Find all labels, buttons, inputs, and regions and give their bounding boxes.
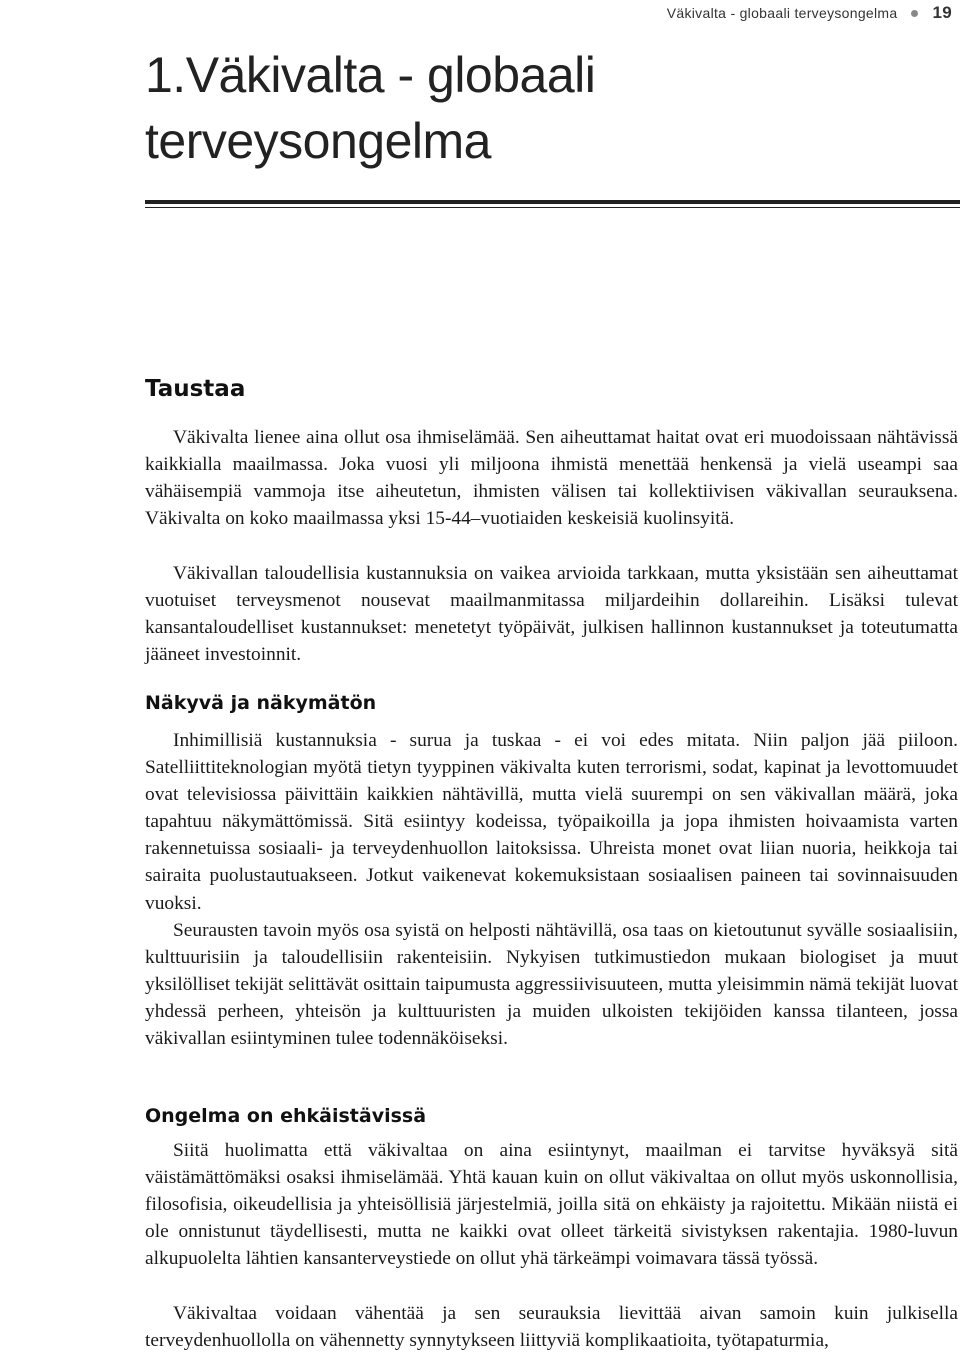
title-divider (145, 200, 960, 208)
divider-thin-rule (145, 207, 960, 208)
paragraph: Väkivalta lienee aina ollut osa ihmiselämää. Sen aiheuttamat haitat ovat eri muodoissaan nähtävissä kaikkialla maailmassa. Joka vuosi yli miljoona ihmistä menettää henkensä ja vielä useampi saa vähäisempiä vammoja itse aiheutetun, ihmisten välisen tai kollektiivisen väkivallan seurauksena. Väkivalta on koko maailmassa yksi 15-44–vuotiaiden keskeisiä kuolinsyitä. (145, 427, 958, 530)
divider-thick-rule (145, 200, 960, 204)
running-head-title: Väkivalta - globaali terveysongelma (666, 5, 898, 21)
paragraph: Siitä huolimatta että väkivaltaa on aina esiintynyt, maailman ei tarvitse hyväksyä sitä väistämättömäksi osaksi ihmiselämää. Yhtä kauan kuin on ollut väkivaltaa on ollut myös uskonnollisia, filosofisia, oikeudellisia ja yhteisöllisiä järjestelmiä, joilla sitä on ehkäisty ja rajoitettu. Mikään niistä ei ole onnistunut täydellisesti, mutta ne kaikki ovat olleet tärkeitä sivistyksen rakentajia. 1980-luvun alkupuolelta lähtien kansanterveystiede on ollut yhä tärkeämpi voimavara tässä työssä. (145, 1140, 958, 1270)
page-number: 19 (932, 3, 952, 22)
running-head (667, 2, 952, 24)
section-heading-ongelma: Ongelma on ehkäistävissä (145, 1105, 427, 1127)
paragraph: Inhimillisiä kustannuksia - surua ja tuskaa - ei voi edes mitata. Niin paljon jää piiloon. Satelliittiteknologian myötä tietyn tyyppinen väkivalta kuten terrorismi, sodat, kapinat ja levottomuudet ovat televisiossa päivittäin kaikkien nähtävillä, mutta vielä suurempi on sen väkivallan määrä, joka tapahtuu näkymättömissä. Sitä esiintyy kodeissa, työpaikoilla ja jopa ihmisten hoivaamista varten rakennetuissa sosiaali- ja terveydenhuollon laitoksissa. Uhreista monet ovat liian nuoria, heikkoja tai sairaita puolustautuakseen. Jotkut vaikenevat kokemuksistaan sosiaalisen paineen tai sovinnaisuuden vuoksi. (145, 730, 958, 914)
paragraph: Väkivallan taloudellisia kustannuksia on vaikea arvioida tarkkaan, mutta yksistään sen aiheuttamat vuotuiset terveysmenot nousevat maailmanmitassa miljardeihin dollareihin. Lisäksi tulevat kansantaloudelliset kustannukset: menetetyt työpäivät, julkisen hallinnon kustannukset ja toteutumatta jääneet investoinnit. (145, 563, 958, 666)
chapter-title: 1.Väkivalta - globaali terveysongelma (145, 47, 596, 169)
bullet-dot-icon (911, 10, 918, 17)
section-heading-nakyva: Näkyvä ja näkymätön (145, 692, 377, 714)
section-heading-taustaa: Taustaa (145, 376, 246, 402)
paragraph: Seurausten tavoin myös osa syistä on helposti nähtävillä, osa taas on kietoutunut syvälle sosiaalisiin, kulttuurisiin ja taloudellisiin rakenteisiin. Nykyisen tutkimustiedon mukaan biologiset ja muut yksilölliset tekijät selittävät osittain taipumusta aggressiivisuuteen, mutta yleisimmin nämä tekijät luovat yhdessä perheen, yhteisön ja kulttuuristen ja muiden ulkoisten tekijöiden kanssa tilanteen, jossa väkivallan esiintyminen tulee todennäköiseksi. (145, 920, 958, 1050)
paragraph: Väkivaltaa voidaan vähentää ja sen seurauksia lievittää aivan samoin kuin julkisella terveydenhuollolla on vähennetty synnytykseen liittyviä komplikaatioita, työtapaturmia, (145, 1303, 958, 1352)
